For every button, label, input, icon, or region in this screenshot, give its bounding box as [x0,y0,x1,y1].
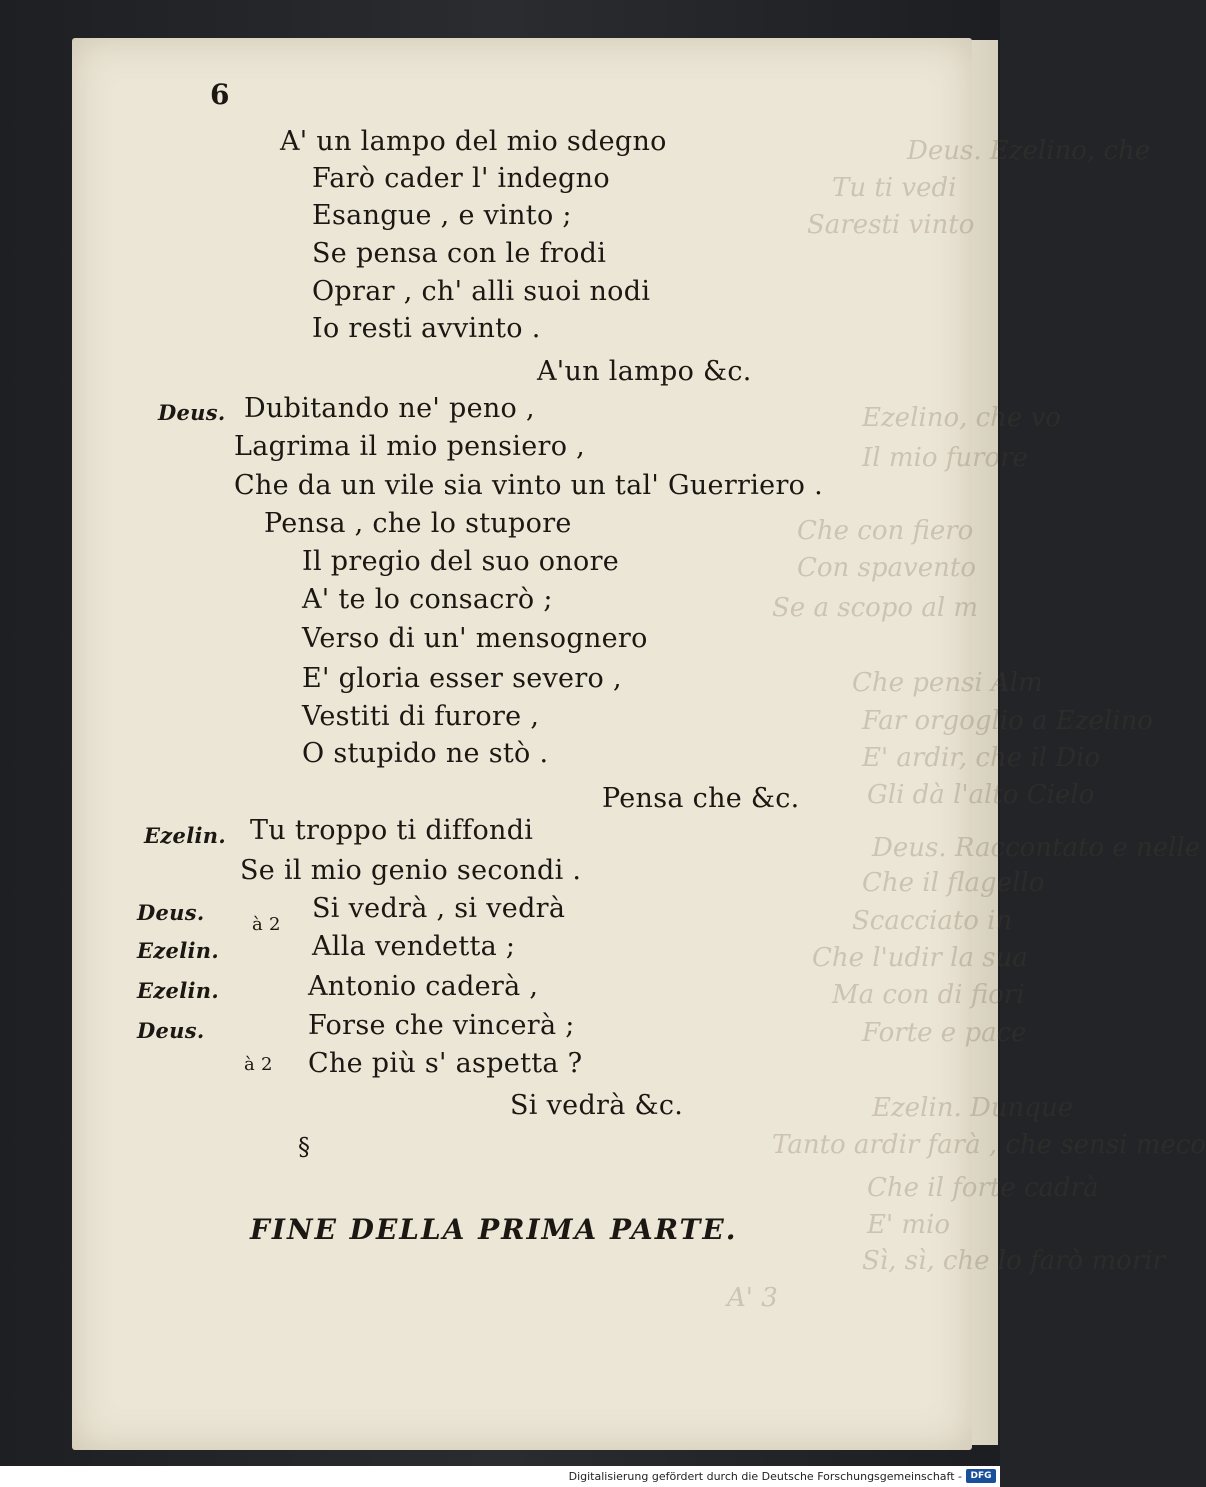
bleed-line: Tanto ardir farà , che sensi meco [772,1130,1206,1160]
verse-line: Antonio caderà , [308,971,539,1002]
refrain-line: Si vedrà &c. [510,1090,684,1121]
bleed-line: Che il flagello [862,868,1045,898]
verse-line: Vestiti di furore , [302,701,540,732]
verse-line: Dubitando ne' peno , [244,393,535,424]
verse-line: Io resti avvinto . [312,313,541,344]
verse-line: Che più s' aspetta ? [308,1048,583,1079]
verse-line: Se il mio genio secondi . [240,855,582,886]
bleed-line: Deus. Ezelino, che [907,136,1151,166]
verse-line: Oprar , ch' alli suoi nodi [312,276,651,307]
bleed-line: Ezelino, che vo [862,403,1061,433]
verse-line: Pensa , che lo stupore [264,508,572,539]
refrain-line: A'un lampo &c. [537,356,752,387]
verse-line: Lagrima il mio pensiero , [234,431,586,462]
bleed-line: Deus. Raccontato e nelle [872,833,1201,863]
ornament-icon: § [298,1133,311,1161]
verse-line: Se pensa con le frodi [312,238,607,269]
verse-line: A' un lampo del mio sdegno [280,126,667,157]
verse-line: Verso di un' mensognero [302,623,648,654]
verse-line: Si vedrà , si vedrà [312,893,566,924]
bleed-line: Che l'udir la sua [812,943,1028,973]
verse-line: Che da un vile sia vinto un tal' Guerriero . [234,470,823,501]
bleed-line: Che pensi Alm [852,668,1043,698]
dfg-logo-icon: DFG [966,1469,996,1483]
verse-line: Farò cader l' indegno [312,163,610,194]
speaker-label: Ezelin. [144,823,226,848]
verse-line: A' te lo consacrò ; [302,584,553,615]
verse-line: O stupido ne stò . [302,738,549,769]
speaker-label: Deus. [158,400,226,425]
bleed-line: A' 3 [727,1283,778,1313]
verse-line: Tu troppo ti diffondi [250,815,534,846]
bleed-line: Ezelin. Dunque [872,1093,1074,1123]
bleed-line: Che con fiero [797,516,974,546]
a2-marker: à 2 [252,914,281,935]
footer-bar [0,1466,1000,1487]
verse-line: Forse che vincerà ; [308,1010,575,1041]
bleed-line: Gli dà l'alto Cielo [867,780,1095,810]
bleed-line: Se a scopo al m [772,593,979,623]
bleed-line: Il mio furore [862,443,1029,473]
bleed-line: Con spavento [797,553,976,583]
bleed-line: Far orgoglio a Ezelino [862,706,1153,736]
bleed-line: Forte e pace [862,1018,1027,1048]
bleed-line: E' mio [867,1210,951,1240]
page-number: 6 [210,78,230,111]
a2-marker: à 2 [244,1054,273,1075]
bleed-line: Saresti vinto [807,210,975,240]
bleed-line: Ma con di fiori [832,980,1025,1010]
verse-line: Esangue , e vinto ; [312,200,572,231]
bleed-line: Che il forte cadrà [867,1173,1099,1203]
speaker-label: Deus. [137,900,205,925]
end-title: FINE DELLA PRIMA PARTE. [250,1213,738,1246]
speaker-label: Deus. [137,1018,205,1043]
speaker-label: Ezelin. [137,978,219,1003]
book-page [72,38,1206,1450]
bleed-line: Sì, sì, che lo farò morir [862,1246,1165,1276]
verse-line: E' gloria esser severo , [302,663,622,694]
verse-line: Il pregio del suo onore [302,546,620,577]
refrain-line: Pensa che &c. [602,783,800,814]
bleed-line: Tu ti vedi [832,173,957,203]
footer-credit: Digitalisierung gefördert durch die Deutsche Forschungsgemeinschaft - [568,1470,962,1483]
bleed-line: Scacciato in [852,906,1013,936]
verse-line: Alla vendetta ; [312,931,516,962]
speaker-label: Ezelin. [137,938,219,963]
bleed-line: E' ardir, che il Dio [862,743,1101,773]
